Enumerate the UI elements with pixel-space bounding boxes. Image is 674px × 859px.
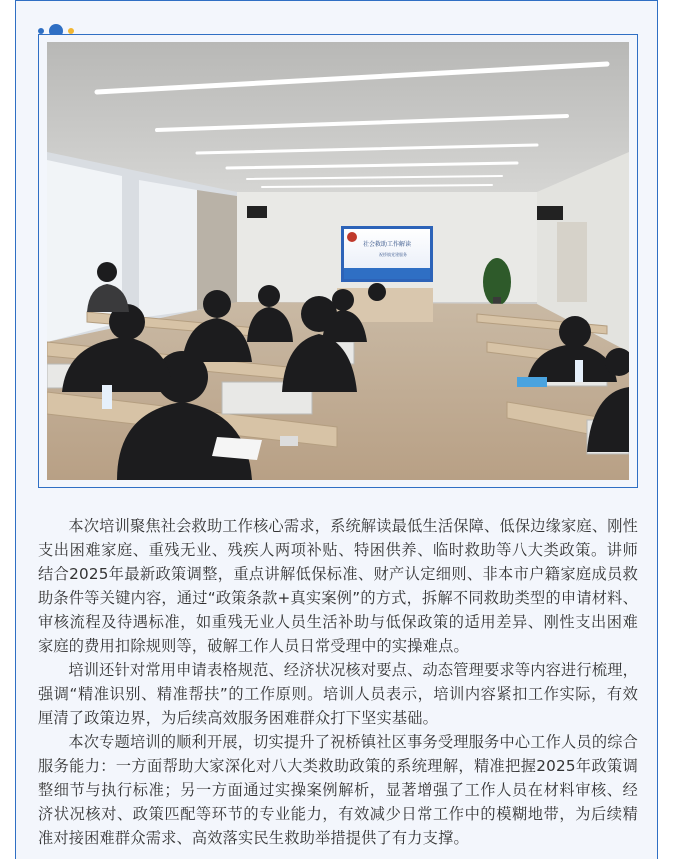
paragraph-3: 本次专题培训的顺利开展，切实提升了祝桥镇社区事务受理服务中心工作人员的综合服务能力：一方面帮助大家深化对八大类救助政策的系统理解，精准把握2025年政策调整细节与执行标准；另一方面通过实操案例解析，显著增强了工作人员在材料审核、经济状况核对、政策匹配等环节的专业能力，有效减少日常工作中的模糊地带，为后续精准对接困难群众需求、高效落实民生救助举措提供了有力支撑。 <box>38 733 638 847</box>
right-speaker <box>537 206 563 220</box>
screen-subtitle: 祝桥镇党建服务 <box>379 252 407 257</box>
photo-frame <box>38 34 638 488</box>
paragraph-2: 培训还针对常用申请表格规范、经济状况核对要点、动态管理要求等内容进行梳理，强调“精准识别、精准帮扶”的工作原则。培训人员表示，培训内容紧扣工作实际，有效厘清了政策边界，为后续高效服务困难群众打下坚实基础。 <box>38 661 638 727</box>
left-speaker <box>247 206 267 218</box>
paragraph-1: 本次培训聚焦社会救助工作核心需求，系统解读最低生活保障、低保边缘家庭、刚性支出困难家庭、重残无业、残疾人两项补贴、特困供养、临时救助等八大类政策。讲师结合2025年最新政策调整，重点讲解低保标准、财产认定细则、非本市户籍家庭成员救助条件等关键内容，通过“政策条款+真实案例”的方式，拆解不同救助类型的申请材料、审核流程及待遇标准，如重残无业人员生活补助与低保政策的适用差异、刚性支出困难家庭的费用扣除规则等，破解工作人员日常受理中的实操难点。 <box>38 517 638 655</box>
screen-title: 社会救助工作解读 <box>362 241 412 248</box>
right-door <box>557 222 587 302</box>
training-room-illustration <box>47 42 629 480</box>
window-right <box>139 180 197 318</box>
training-photo <box>47 42 629 480</box>
article-body <box>38 514 638 850</box>
